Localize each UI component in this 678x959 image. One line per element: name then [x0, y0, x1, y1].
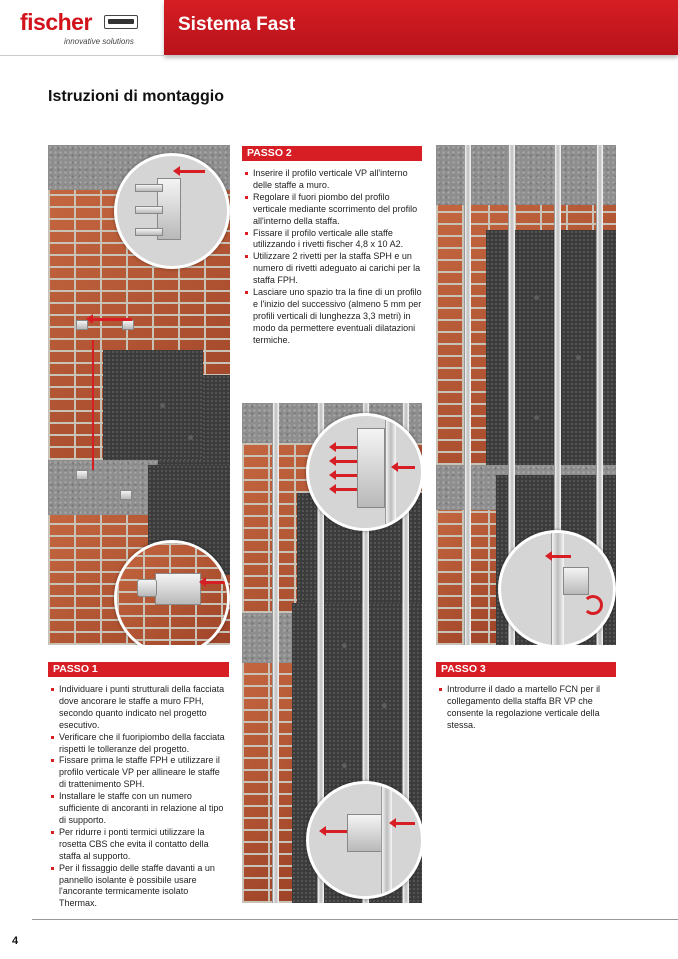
step2-illustration: [242, 403, 422, 903]
footer-divider: [32, 919, 678, 920]
header-title: Sistema Fast: [178, 14, 296, 35]
list-item: Individuare i punti strutturali della facciata dove ancorare le staffe a muro FPH, secondo quanto indicato nel progetto esecutivo.: [50, 684, 228, 732]
logo-badge-icon: [104, 15, 138, 29]
rotate-arrow-icon: [583, 595, 603, 615]
list-item: Verificare che il fuoripiombo della facciata rispetti le tolleranze del progetto.: [50, 732, 228, 756]
list-item: Inserire il profilo verticale VP all'interno delle staffe a muro.: [244, 168, 422, 192]
step2-list: [244, 168, 422, 347]
list-item: Utilizzare 2 rivetti per la staffa SPH e un numero di rivetti adeguato ai carichi per la staffa FPH.: [244, 251, 422, 287]
logo-wordmark: fischer: [20, 9, 92, 35]
list-item: Fissare prima le staffe FPH e utilizzare il profilo verticale VP per allineare le staffe di trattenimento SPH.: [50, 755, 228, 791]
list-item: Introdurre il dado a martello FCN per il collegamento della staffa BR VP che consente la regolazione verticale della stessa.: [438, 684, 616, 732]
page-title: Istruzioni di montaggio: [48, 88, 224, 105]
fischer-logo: [0, 0, 164, 56]
detail-magnifier: [498, 530, 616, 645]
detail-magnifier: [114, 540, 230, 645]
detail-magnifier: [114, 153, 230, 269]
page-header: [0, 0, 678, 55]
list-item: Fissare il profilo verticale alle staffe utilizzando i rivetti fischer 4,8 x 10 A2.: [244, 228, 422, 252]
page-number: 4: [12, 935, 19, 947]
list-item: Per il fissaggio delle staffe davanti a un pannello isolante è possibile usare l'ancorante termicamente isolato Thermax.: [50, 863, 228, 911]
step1-heading: PASSO 1: [48, 662, 229, 677]
step3-heading: PASSO 3: [436, 662, 616, 677]
list-item: Installare le staffe con un numero sufficiente di ancoranti in relazione al tipo di supporto.: [50, 791, 228, 827]
list-item: Regolare il fuori piombo del profilo verticale mediante scorrimento del profilo all'interno della staffa.: [244, 192, 422, 228]
step2-heading: PASSO 2: [242, 146, 422, 161]
detail-magnifier: [306, 413, 422, 531]
step3-list: [438, 684, 616, 732]
step3-illustration: [436, 145, 616, 645]
list-item: Lasciare uno spazio tra la fine di un profilo e l'inizio del successivo (almeno 5 mm per profili verticali di lunghezza 3,3 metri) in modo da permettere eventuali dilatazioni termiche.: [244, 287, 422, 347]
step1-list: [50, 684, 228, 910]
step1-illustration: [48, 145, 230, 645]
logo-tagline: innovative solutions: [64, 37, 134, 46]
list-item: Per ridurre i ponti termici utilizzare la rosetta CBS che evita il contatto della staffa al supporto.: [50, 827, 228, 863]
detail-magnifier: [306, 781, 422, 899]
